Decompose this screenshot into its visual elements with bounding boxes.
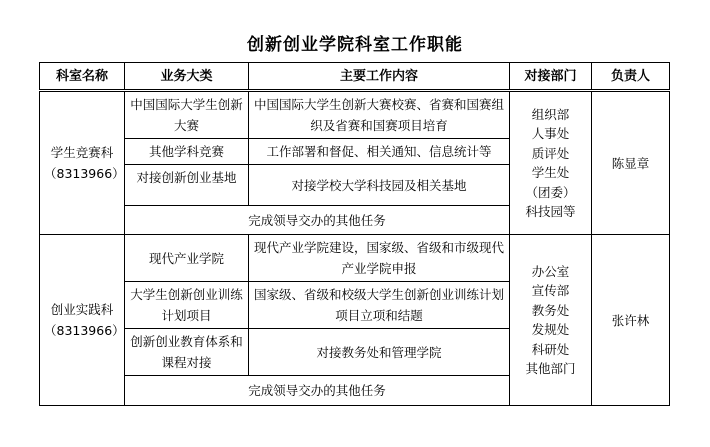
- content-cell: 工作部署和督促、相关通知、信息统计等: [249, 139, 510, 165]
- other-tasks-cell: 完成领导交办的其他任务: [125, 206, 510, 235]
- category-cell: 中国国际大学生创新大赛: [125, 91, 249, 139]
- other-tasks-cell: 完成领导交办的其他任务: [125, 376, 510, 406]
- table-row: [40, 235, 670, 282]
- page-title: 创新创业学院科室工作职能: [247, 35, 463, 55]
- department-item: 科研处: [531, 341, 570, 357]
- category-cell: 大学生创新创业训练计划项目: [125, 282, 249, 329]
- content-cell: 中国国际大学生创新大赛校赛、省赛和国赛组织及省赛和国赛项目培育: [249, 91, 510, 139]
- header-row: [40, 63, 670, 91]
- header-department: 对接部门: [510, 63, 592, 91]
- office-cell: [40, 235, 125, 406]
- content-cell: 对接学校大学科技园及相关基地: [249, 165, 510, 206]
- department-item: 其他部门: [525, 361, 576, 376]
- content-cell: 现代产业学院建设，国家级、省级和市级现代产业学院申报: [249, 235, 510, 282]
- department-item: 人事处: [531, 126, 570, 141]
- department-item: 学生处: [531, 165, 570, 180]
- header-office: 科室名称: [40, 63, 125, 91]
- content-cell: 对接教务处和管理学院: [249, 329, 510, 376]
- content-cell: 国家级、省级和校级大学生创新创业训练计划项目立项和结题: [249, 282, 510, 329]
- header-person: 负责人: [592, 63, 670, 91]
- category-cell: 现代产业学院: [125, 235, 249, 282]
- department-cell: [510, 235, 592, 406]
- office-phone: （8313966）: [44, 323, 125, 338]
- department-item: 教务处: [531, 302, 570, 318]
- header-category: 业务大类: [125, 63, 249, 91]
- category-cell: 创新创业教育体系和课程对接: [125, 329, 249, 376]
- department-item: 组织部: [531, 106, 570, 122]
- department-item: （团委）: [525, 184, 576, 200]
- department-item: 发规处: [531, 322, 570, 337]
- department-item: 质评处: [531, 145, 570, 161]
- department-item: 科技园等: [525, 204, 576, 219]
- office-phone: （8313966）: [44, 166, 125, 181]
- duty-table: [39, 62, 670, 406]
- department-item: 办公室: [531, 263, 570, 279]
- department-cell: [510, 91, 592, 235]
- office-name: 学生竞赛科: [50, 145, 114, 160]
- person-cell: 陈显章: [592, 91, 670, 235]
- department-item: 宣传部: [531, 283, 570, 298]
- header-content: 主要工作内容: [249, 63, 510, 91]
- office-name: 创业实践科: [50, 302, 114, 317]
- office-cell: [40, 91, 125, 235]
- person-cell: 张许林: [592, 235, 670, 406]
- table-row: [40, 91, 670, 139]
- category-cell: 对接创新创业基地: [125, 165, 249, 206]
- category-cell: 其他学科竞赛: [125, 139, 249, 165]
